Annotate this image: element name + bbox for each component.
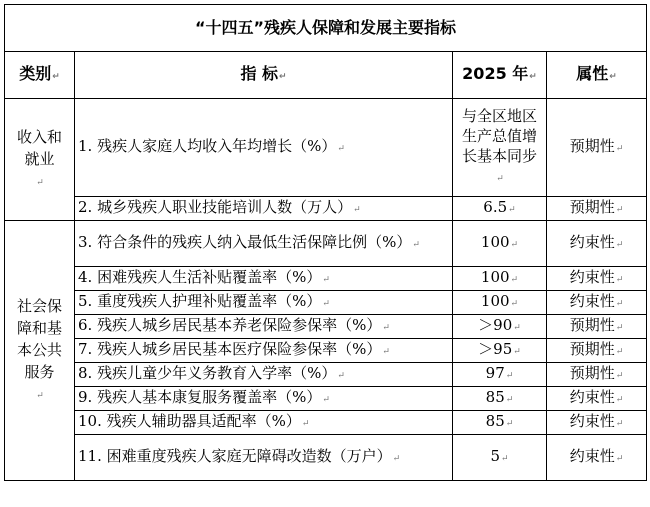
indicators-table [4, 4, 647, 481]
attribute-cell: 约束性↵ [547, 435, 647, 481]
attribute-cell: 预期性↵ [547, 315, 647, 339]
attribute-cell: 预期性↵ [547, 197, 647, 221]
target-cell: 85↵ [453, 387, 547, 411]
table-row [5, 363, 647, 387]
attribute-cell: 预期性↵ [547, 339, 647, 363]
category-cell: 收入和就业↵ [5, 99, 75, 221]
category-cell: 社会保障和基本公共服务↵ [5, 221, 75, 481]
target-cell: 6.5↵ [453, 197, 547, 221]
attribute-cell: 预期性↵ [547, 363, 647, 387]
header-indicator: 指 标↵ [75, 52, 453, 99]
table-row [5, 411, 647, 435]
target-cell: 85↵ [453, 411, 547, 435]
table-row [5, 197, 647, 221]
indicator-cell: 2. 城乡残疾人职业技能培训人数（万人）↵ [75, 197, 453, 221]
attribute-cell: 约束性↵ [547, 221, 647, 267]
indicator-cell: 9. 残疾人基本康复服务覆盖率（%）↵ [75, 387, 453, 411]
table-row [5, 99, 647, 197]
indicator-cell: 4. 困难残疾人生活补贴覆盖率（%）↵ [75, 267, 453, 291]
header-target: 2025 年↵ [453, 52, 547, 99]
target-cell: 100↵ [453, 291, 547, 315]
target-cell: ＞90↵ [453, 315, 547, 339]
target-cell: 97↵ [453, 363, 547, 387]
title-row [5, 5, 647, 52]
table-row [5, 291, 647, 315]
table-row [5, 435, 647, 481]
indicator-cell: 3. 符合条件的残疾人纳入最低生活保障比例（%）↵ [75, 221, 453, 267]
header-category: 类别↵ [5, 52, 75, 99]
indicator-cell: 7. 残疾人城乡居民基本医疗保险参保率（%）↵ [75, 339, 453, 363]
indicator-cell: 5. 重度残疾人护理补贴覆盖率（%）↵ [75, 291, 453, 315]
table-row [5, 267, 647, 291]
target-cell: 100↵ [453, 221, 547, 267]
attribute-cell: 约束性↵ [547, 291, 647, 315]
table-row [5, 387, 647, 411]
table-row [5, 339, 647, 363]
indicator-cell: 10. 残疾人辅助器具适配率（%）↵ [75, 411, 453, 435]
indicator-cell: 11. 困难重度残疾人家庭无障碍改造数（万户）↵ [75, 435, 453, 481]
target-cell: 100↵ [453, 267, 547, 291]
target-cell: 与全区地区生产总值增长基本同步↵ [453, 99, 547, 197]
header-attribute: 属性↵ [547, 52, 647, 99]
indicator-cell: 8. 残疾儿童少年义务教育入学率（%）↵ [75, 363, 453, 387]
attribute-cell: 预期性↵ [547, 99, 647, 197]
table-row [5, 221, 647, 267]
table-row [5, 315, 647, 339]
table-title: “十四五”残疾人保障和发展主要指标 [5, 5, 647, 52]
header-row [5, 52, 647, 99]
indicator-cell: 6. 残疾人城乡居民基本养老保险参保率（%）↵ [75, 315, 453, 339]
attribute-cell: 约束性↵ [547, 267, 647, 291]
target-cell: ＞95↵ [453, 339, 547, 363]
indicator-cell: 1. 残疾人家庭人均收入年均增长（%）↵ [75, 99, 453, 197]
attribute-cell: 约束性↵ [547, 411, 647, 435]
target-cell: 5↵ [453, 435, 547, 481]
attribute-cell: 约束性↵ [547, 387, 647, 411]
